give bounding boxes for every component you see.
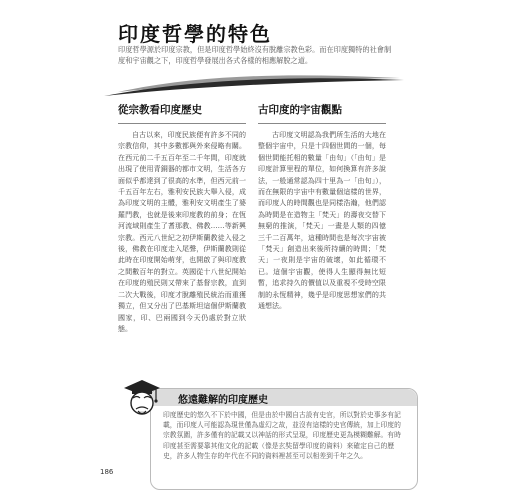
- sidebar-box-body: 印度歷史的悠久不下於中國，但是由於中國自古設有史官，所以對於史事多有記載，而印度人可能認為現世僅為虛幻之故，並沒有這樣的史官傳統，加上印度的宗教氛圍，許多僅有的記載又以神話的形式呈現，印度歷史更為模糊難解。有時印度甚至需要靠其他文化的記載（像是玄奘留學印度的資料）來確定自己的歷史，許多人物生存的年代在不同的資料裡甚至可以相差到千年之久。: [163, 411, 401, 460]
- right-column-heading: 古印度的宇宙觀點: [258, 104, 342, 116]
- page-number: 186: [100, 468, 114, 476]
- decorative-swoosh: [100, 70, 410, 98]
- sidebar-box: [150, 388, 418, 490]
- intro-paragraph: 印度哲學源於印度宗教，但是印度哲學始終沒有脫離宗教色彩。而在印度獨特的社會制度和宇宙觀之下，印度哲學發展出各式各樣的相應解脫之道。: [118, 45, 392, 65]
- right-column-rule: [258, 123, 386, 124]
- thinking-scholar-icon: [118, 376, 164, 416]
- right-column: [258, 102, 386, 313]
- left-column-rule: [118, 123, 246, 124]
- right-column-body: 古印度文明認為我們所生活的大地在整個宇宙中，只是十四個世間的一個，每個世間能托相的數量「由旬」（「由旬」是印度計算里程的單位，如何換算有許多說法，一般通常認為四十里為一「由旬」），而在無限的宇宙中有數量個這樣的世界，而印度人的時間觀也是同樣浩瀚，他們認為時間是在造物主「梵天」的壽夜交替下無窮的推演，「梵天」一晝是人類的四億三千二百萬年，這種時間也是每次宇宙被「梵天」創造出來後所持續的時間；「梵天」一夜則是宇宙的破壞，如此循環不已。這個宇宙觀，使得人生顯得無比短暫，追求持久的價值以及重視不受時空限制的永恆精神，幾乎是印度思想家們的共通想法。: [258, 131, 386, 311]
- sidebar-box-title: 悠遠難解的印度歷史: [178, 395, 268, 406]
- page-title: 印度哲學的特色: [118, 22, 272, 46]
- left-column: [118, 102, 246, 335]
- left-column-body: 自古以來，印度民族便有許多不同的宗教信仰，其中多數都與外來侵略有關。在西元前二千五百年至二千年間，印度就出現了使用青銅器的都市文明，生活各方面似乎都達到了很高的水準，但西元前一千五百年左右，雅利安民族大舉入侵，成為印度文明的主體，雅利安文明產生了婆羅門教，也就是後來印度教的前身；在恆河流域則產生了耆那教、佛教……等新興宗教。西元八世紀之初伊斯蘭教徒入侵之後，佛教在印度走入尾聲，伊斯蘭教則從此時在印度開始萌芽，也開啟了與印度教之間數百年的對立。英國從十八世紀開始在印度的殖民則又帶來了基督宗教，直到二次大戰後，印度才脫離殖民統治而重獲獨立，但又分出了巴基斯坦這個伊斯蘭教國家，印、巴兩國到今天仍處於對立狀態。: [118, 131, 246, 333]
- left-column-heading: 從宗教看印度歷史: [118, 104, 202, 116]
